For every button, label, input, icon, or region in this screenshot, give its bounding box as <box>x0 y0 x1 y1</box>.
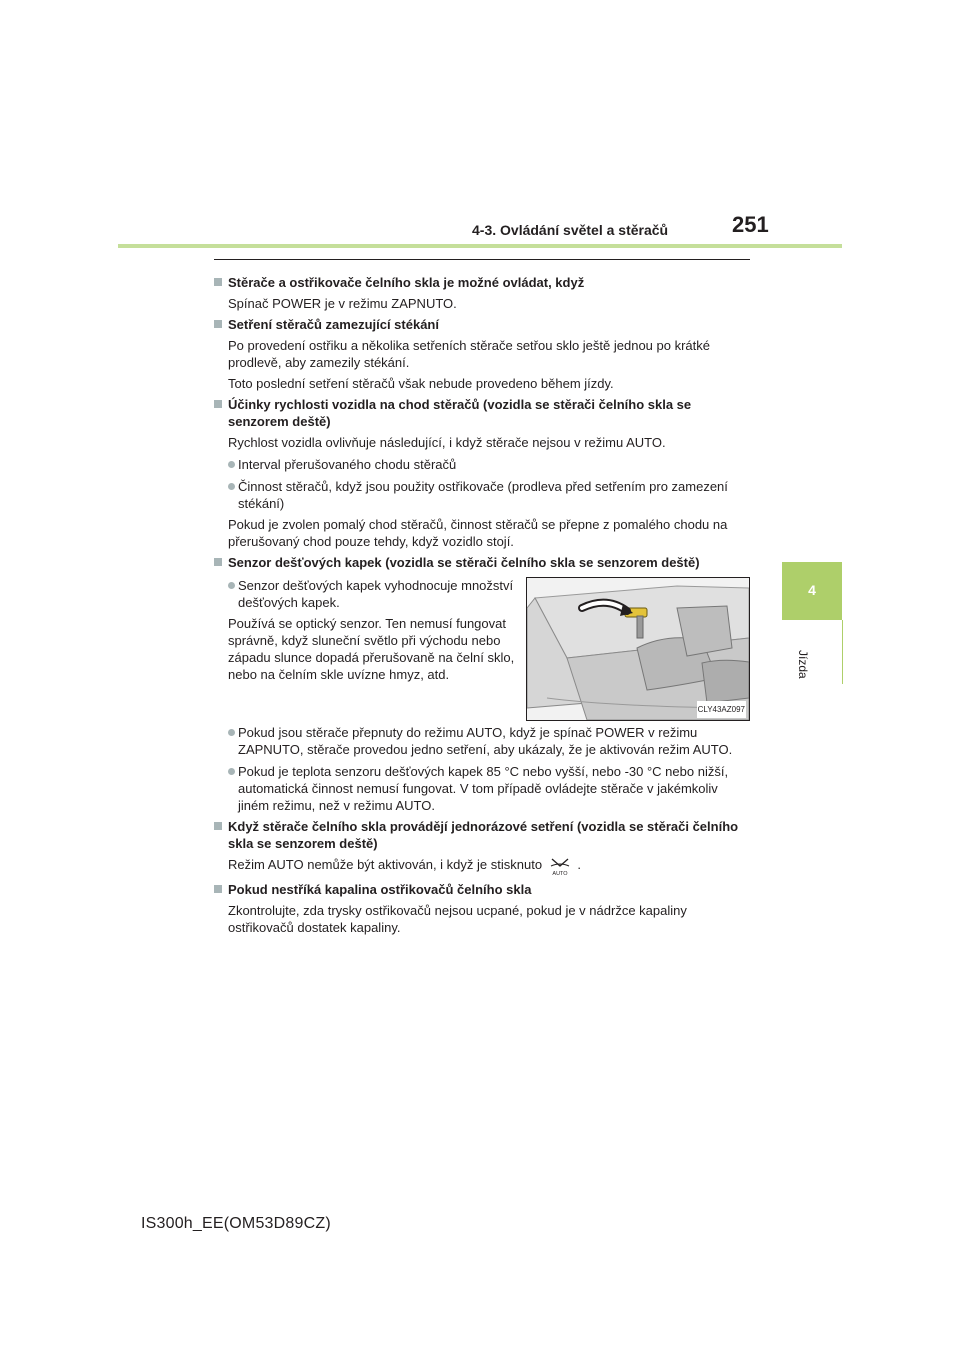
chapter-tab-line <box>842 620 843 684</box>
page-content <box>214 270 751 936</box>
windshield-sensor-image <box>527 578 749 720</box>
bullet-item: Činnost stěračů, když jsou použity ostřikovače (prodleva před setřením pro zamezení stékání) <box>214 478 751 512</box>
bullet-item: Pokud jsou stěrače přepnuty do režimu AUTO, když je spínač POWER v režimu ZAPNUTO, stěrače provedou jedno setření, aby ukázaly, že je aktivován režim AUTO. <box>214 724 751 758</box>
wiper-auto-icon <box>548 857 572 877</box>
bullet-item: Interval přerušovaného chodu stěračů <box>214 456 751 473</box>
heading-single-wipe: Když stěrače čelního skla provádějí jednorázové setření (vozidla se stěrači čelního skla se senzorem deště) <box>214 818 751 852</box>
paragraph-text: Režim AUTO nemůže být aktivován, i když je stisknuto <box>228 857 543 872</box>
page-number: 251 <box>732 212 769 237</box>
rain-sensor-row <box>214 577 751 719</box>
heading-washer-fluid: Pokud nestříká kapalina ostřikovačů čelního skla <box>214 881 751 898</box>
chapter-label: Jízda <box>796 650 810 679</box>
section-title: 4-3. Ovládání světel a stěračů <box>472 222 669 238</box>
figure-code: CLY43AZ097 <box>697 701 746 718</box>
content-divider <box>214 259 750 260</box>
rain-sensor-illustration <box>526 577 750 721</box>
rain-sensor-text <box>214 577 518 683</box>
heading-vehicle-speed: Účinky rychlosti vozidla na chod stěračů (vozidla se stěrači čelního skla se senzorem deště) <box>214 396 751 430</box>
paragraph-with-icon <box>214 856 751 877</box>
chapter-tab <box>782 562 842 620</box>
paragraph: Zkontrolujte, zda trysky ostřikovačů nejsou ucpané, pokud je v nádržce kapaliny ostřikovačů dostatek kapaliny. <box>228 903 687 935</box>
paragraph: Rychlost vozidla ovlivňuje následující, i když stěrače nejsou v režimu AUTO. <box>228 435 666 450</box>
paragraph: Používá se optický senzor. Ten nemusí fungovat správně, když sluneční světlo při východu nebo západu slunce dopadá přerušovaně na čelní sklo, nebo na čelním skle uvízne hmyz, atd. <box>228 616 515 682</box>
heading-drip-wipe: Setření stěračů zamezující stékání <box>214 316 751 333</box>
heading-wiper-conditions: Stěrače a ostřikovače čelního skla je možné ovládat, když <box>214 274 751 291</box>
paragraph: Po provedení ostřiku a několika setřeních stěrače setřou sklo ještě jednou po krátké prodlevě, aby zamezily stékání. <box>228 338 710 370</box>
header-divider <box>118 244 842 248</box>
wiper-auto-icon-text: AUTO <box>552 871 568 877</box>
paragraph: Pokud je zvolen pomalý chod stěračů, činnost stěračů se přepne z pomalého chodu na přerušovaný chod pouze tehdy, když vozidlo stojí. <box>228 517 728 549</box>
paragraph: Toto poslední setření stěračů však nebude provedeno během jízdy. <box>228 376 614 391</box>
bullet-item: Pokud je teplota senzoru dešťových kapek 85 °C nebo vyšší, nebo -30 °C nebo nižší, automatická činnost nemusí fungovat. V tom případě ovládejte stěrače v jakémkoliv jiném režimu, než v režimu AUTO. <box>214 763 751 814</box>
bullet-item: Senzor dešťových kapek vyhodnocuje množství dešťových kapek. <box>214 577 518 611</box>
paragraph: Spínač POWER je v režimu ZAPNUTO. <box>228 296 457 311</box>
chapter-number: 4 <box>808 582 816 598</box>
heading-rain-sensor: Senzor dešťových kapek (vozidla se stěrači čelního skla se senzorem deště) <box>214 554 751 571</box>
paragraph-text-end: . <box>577 857 581 872</box>
model-code: IS300h_EE(OM53D89CZ) <box>141 1215 331 1232</box>
